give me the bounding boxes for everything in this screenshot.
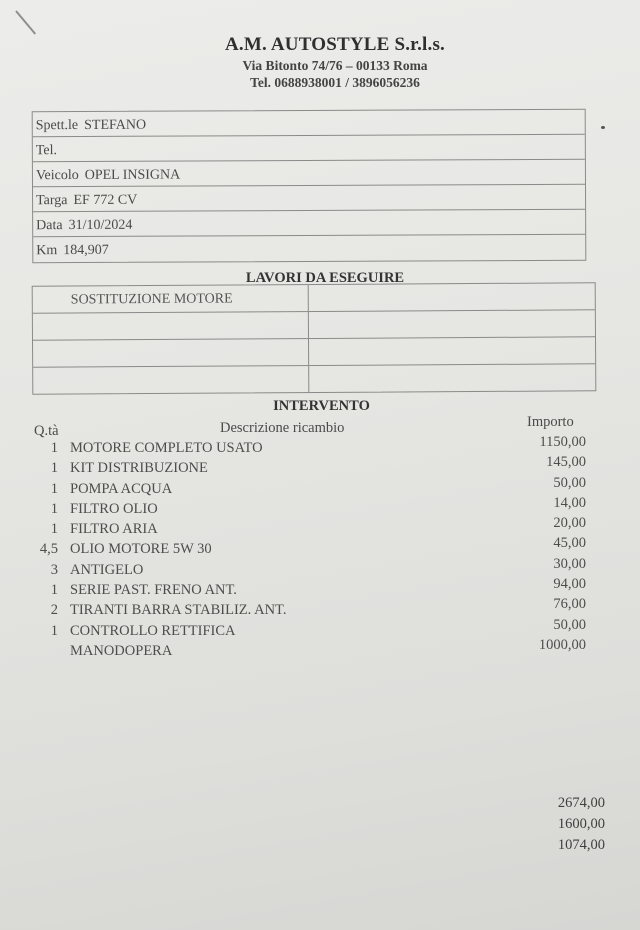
item-qty: 1 bbox=[50, 480, 58, 497]
line-item bbox=[0, 454, 640, 480]
lavori-cell bbox=[33, 339, 309, 367]
item-qty: 3 bbox=[50, 561, 58, 578]
lavori-table bbox=[32, 282, 597, 394]
item-amount: 30,00 bbox=[553, 555, 586, 572]
intervento-title: INTERVENTO bbox=[273, 398, 370, 414]
line-item bbox=[0, 494, 640, 521]
item-amount: 45,00 bbox=[553, 535, 586, 552]
item-desc: FILTRO ARIA bbox=[70, 521, 158, 538]
tel-label: Tel. bbox=[35, 143, 58, 159]
item-amount: 50,00 bbox=[553, 474, 586, 491]
item-desc: TIRANTI BARRA STABILIZ. ANT. bbox=[70, 602, 287, 619]
item-desc: POMPA ACQUA bbox=[70, 480, 173, 497]
item-qty: 1 bbox=[50, 521, 58, 538]
balance-amount: 1074,00 bbox=[557, 837, 605, 853]
item-amount: 1000,00 bbox=[538, 636, 586, 653]
lavori-cell bbox=[309, 310, 595, 338]
company-address: Via Bitonto 74/76 – 00133 Roma bbox=[242, 58, 428, 73]
item-amount: 50,00 bbox=[553, 616, 586, 633]
dot-mark bbox=[601, 126, 605, 129]
totals-block bbox=[558, 793, 605, 856]
line-item bbox=[0, 555, 640, 582]
company-phone: Tel. 0688938001 / 3896056236 bbox=[250, 75, 420, 90]
plate-label: Targa bbox=[36, 193, 68, 209]
line-item bbox=[0, 474, 640, 501]
plate-value: EF 772 CV bbox=[73, 192, 138, 209]
lavori-row bbox=[33, 310, 595, 340]
lavori-cell bbox=[309, 283, 595, 311]
lavori-cell: SOSTITUZIONE MOTORE bbox=[33, 285, 309, 313]
customer-value: STEFANO bbox=[84, 117, 147, 133]
line-item bbox=[0, 535, 640, 561]
paid-amount: 1600,00 bbox=[557, 816, 605, 832]
lavori-row bbox=[33, 364, 595, 393]
lavori-row bbox=[33, 283, 595, 313]
line-item bbox=[0, 596, 640, 622]
pen-mark bbox=[15, 10, 36, 34]
qty-header: Q.tà bbox=[34, 423, 59, 439]
item-qty: 1 bbox=[50, 440, 58, 456]
customer-info-table bbox=[32, 109, 587, 263]
item-desc: FILTRO OLIO bbox=[70, 500, 158, 517]
item-desc: MOTORE COMPLETO USATO bbox=[70, 440, 263, 456]
item-qty: 1 bbox=[50, 582, 58, 599]
lavori-row bbox=[33, 337, 595, 367]
date-row bbox=[33, 210, 585, 237]
item-desc: SERIE PAST. FRENO ANT. bbox=[70, 582, 237, 599]
lavori-cell bbox=[33, 312, 309, 340]
vehicle-value: OPEL INSIGNA bbox=[84, 167, 181, 183]
items-list bbox=[0, 434, 640, 663]
item-amount: 94,00 bbox=[553, 576, 586, 593]
customer-row bbox=[33, 110, 585, 137]
plate-row bbox=[33, 185, 585, 212]
lavori-cell bbox=[33, 366, 309, 394]
amount-header: Importo bbox=[527, 414, 574, 430]
km-label: Km bbox=[36, 243, 58, 259]
item-desc: MANODOPERA bbox=[70, 642, 173, 659]
vehicle-row bbox=[33, 160, 585, 187]
km-row bbox=[33, 235, 585, 262]
item-desc: CONTROLLO RETTIFICA bbox=[70, 622, 236, 639]
line-item bbox=[0, 636, 640, 663]
tel-row bbox=[33, 135, 585, 162]
item-qty: 2 bbox=[50, 602, 58, 619]
vehicle-label: Veicolo bbox=[35, 168, 79, 184]
item-amount: 76,00 bbox=[553, 596, 586, 613]
item-desc: KIT DISTRIBUZIONE bbox=[70, 460, 208, 477]
item-desc: OLIO MOTORE 5W 30 bbox=[70, 541, 212, 558]
document-header bbox=[0, 34, 640, 91]
item-qty: 1 bbox=[50, 622, 58, 639]
item-amount: 14,00 bbox=[553, 494, 586, 511]
total-amount: 2674,00 bbox=[557, 795, 605, 811]
customer-label: Spett.le bbox=[35, 118, 79, 134]
item-amount: 20,00 bbox=[553, 515, 586, 532]
lavori-cell bbox=[309, 364, 595, 392]
item-amount: 145,00 bbox=[546, 454, 586, 471]
line-item bbox=[0, 576, 640, 602]
line-item bbox=[0, 515, 640, 541]
item-amount: 1150,00 bbox=[539, 434, 586, 450]
lavori-cell bbox=[309, 337, 595, 365]
item-qty: 4,5 bbox=[39, 541, 58, 558]
item-desc: ANTIGELO bbox=[70, 561, 144, 578]
date-value: 31/10/2024 bbox=[68, 217, 133, 234]
line-item bbox=[0, 434, 640, 460]
description-header: Descrizione ricambio bbox=[220, 420, 345, 436]
item-qty: 1 bbox=[50, 500, 58, 517]
lavori-title: LAVORI DA ESEGUIRE bbox=[245, 270, 405, 286]
date-label: Data bbox=[36, 218, 63, 234]
km-value: 184,907 bbox=[63, 242, 109, 259]
item-qty: 1 bbox=[50, 460, 58, 477]
company-name: A.M. AUTOSTYLE S.r.l.s. bbox=[225, 34, 445, 55]
